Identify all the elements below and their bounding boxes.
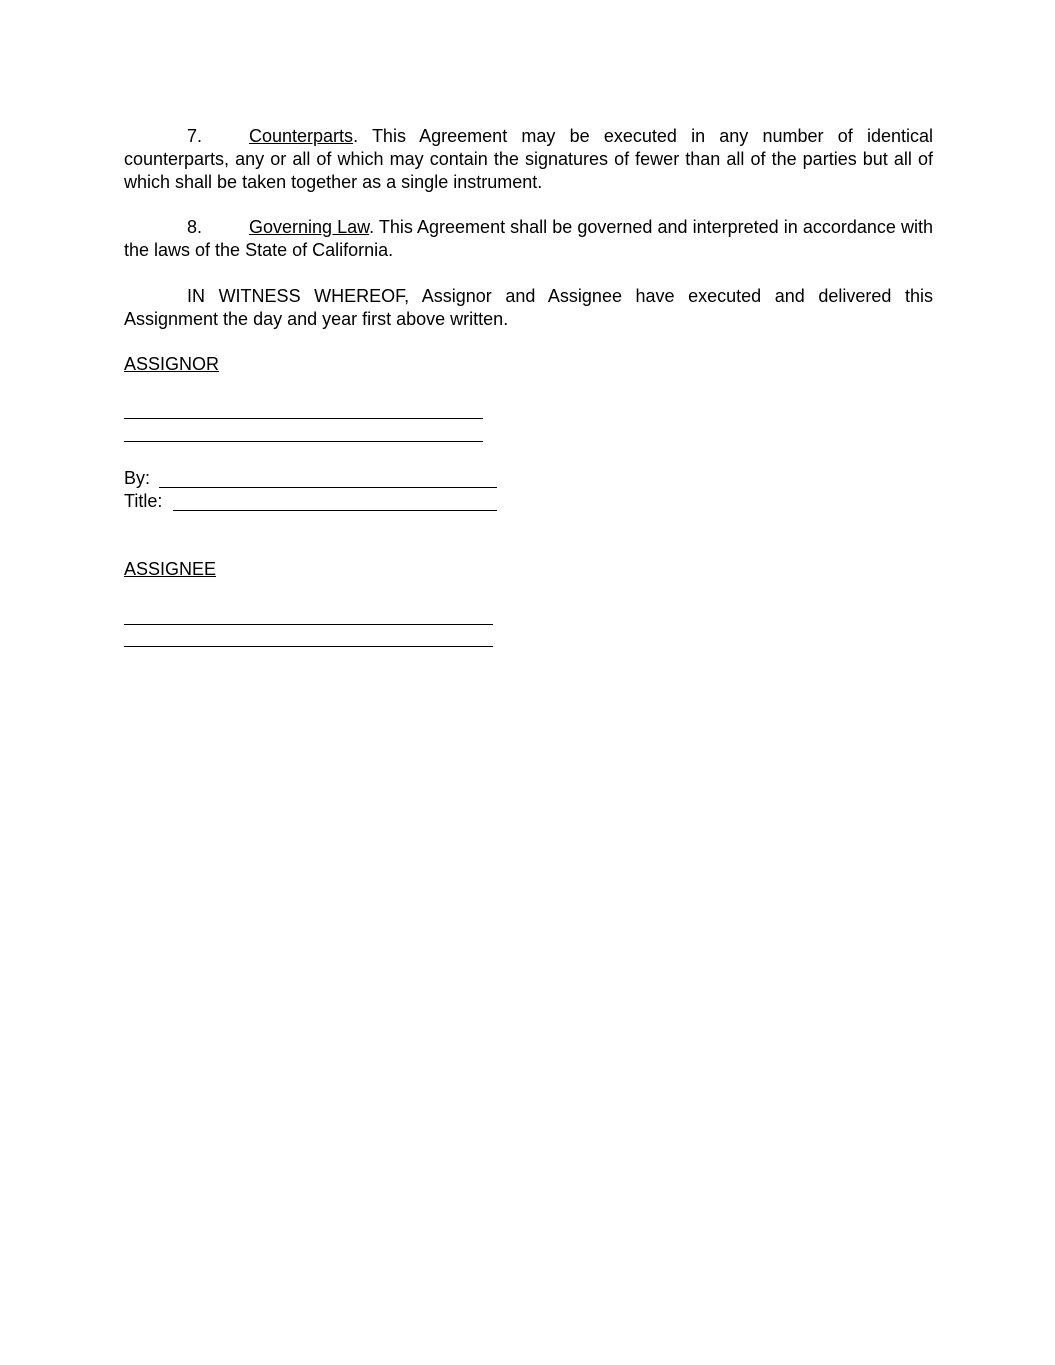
by-signature-line bbox=[159, 487, 497, 488]
assignor-name-line-1 bbox=[124, 418, 483, 419]
assignee-name-line-2 bbox=[124, 646, 493, 647]
assignor-name-line-2 bbox=[124, 441, 483, 442]
assignor-heading: ASSIGNOR bbox=[124, 354, 220, 374]
assignor-title-field bbox=[124, 490, 497, 513]
by-label: By: bbox=[124, 468, 151, 488]
section-7-paragraph bbox=[124, 125, 933, 194]
section-text: . This Agreement shall be governed and interpreted in accordance with the laws of the State of California. bbox=[124, 217, 934, 260]
section-heading: Governing Law bbox=[249, 217, 370, 237]
assignee-heading: ASSIGNEE bbox=[124, 559, 217, 579]
section-number: 8. bbox=[187, 217, 203, 237]
section-number: 7. bbox=[187, 126, 203, 146]
witness-text: IN WITNESS WHEREOF, Assignor and Assignee have executed and delivered this Assignment the day and year first above written. bbox=[124, 286, 933, 329]
section-heading: Counterparts bbox=[249, 126, 354, 146]
assignee-name-line-1 bbox=[124, 624, 493, 625]
title-label: Title: bbox=[124, 491, 163, 511]
section-text: . This Agreement may be executed in any number of identical counterparts, any or all of which may contain the signatures of fewer than all of the parties but all of which shall be taken together as a single instrument. bbox=[124, 126, 933, 192]
section-8-paragraph bbox=[124, 216, 933, 262]
assignor-by-field bbox=[124, 467, 497, 490]
title-signature-line bbox=[173, 510, 497, 511]
witness-paragraph bbox=[124, 285, 933, 331]
